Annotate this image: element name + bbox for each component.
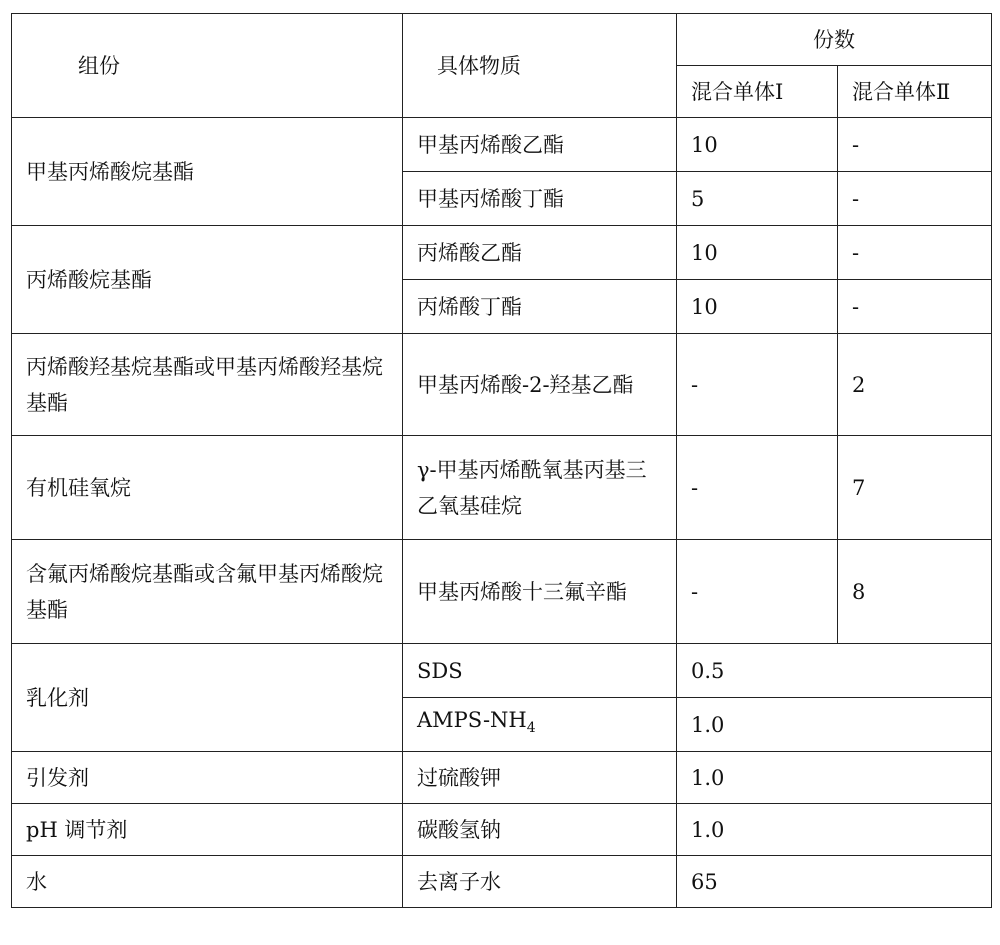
mix1-cell: 10 — [677, 226, 838, 280]
substance-cell: SDS — [403, 644, 677, 698]
header-parts: 份数 — [677, 14, 992, 66]
mix2-cell: - — [838, 172, 992, 226]
mix2-cell: 7 — [838, 436, 992, 540]
mix1-cell: - — [677, 540, 838, 644]
header-mix2: 混合单体Ⅱ — [838, 66, 992, 118]
value-cell: 1.0 — [677, 804, 992, 856]
mix2-cell: 8 — [838, 540, 992, 644]
substance-cell: 甲基丙烯酸-2-羟基乙酯 — [403, 334, 677, 436]
group-cell: 丙烯酸羟基烷基酯或甲基丙烯酸羟基烷基酯 — [12, 334, 403, 436]
value-cell: 1.0 — [677, 698, 992, 752]
substance-cell: 丙烯酸乙酯 — [403, 226, 677, 280]
mix1-cell: - — [677, 334, 838, 436]
group-cell: 甲基丙烯酸烷基酯 — [12, 118, 403, 226]
mix1-cell: 10 — [677, 118, 838, 172]
formulation-table — [11, 13, 992, 908]
mix2-cell: - — [838, 226, 992, 280]
value-cell: 1.0 — [677, 752, 992, 804]
substance-cell: 碳酸氢钠 — [403, 804, 677, 856]
header-mix1: 混合单体Ⅰ — [677, 66, 838, 118]
mix1-cell: 10 — [677, 280, 838, 334]
substance-cell: 甲基丙烯酸乙酯 — [403, 118, 677, 172]
mix2-cell: - — [838, 118, 992, 172]
value-cell: 0.5 — [677, 644, 992, 698]
mix1-cell: 5 — [677, 172, 838, 226]
substance-cell: γ-甲基丙烯酰氧基丙基三乙氧基硅烷 — [403, 436, 677, 540]
substance-cell: AMPS-$NH_4$ — [403, 698, 677, 752]
group-cell: 含氟丙烯酸烷基酯或含氟甲基丙烯酸烷基酯 — [12, 540, 403, 644]
group-cell: 水 — [12, 856, 403, 908]
header-substance: 具体物质 — [403, 14, 677, 118]
group-cell: 有机硅氧烷 — [12, 436, 403, 540]
substance-cell: 甲基丙烯酸丁酯 — [403, 172, 677, 226]
value-cell: 65 — [677, 856, 992, 908]
group-cell: 引发剂 — [12, 752, 403, 804]
group-cell: 乳化剂 — [12, 644, 403, 752]
substance-cell: 甲基丙烯酸十三氟辛酯 — [403, 540, 677, 644]
substance-cell: 丙烯酸丁酯 — [403, 280, 677, 334]
header-component: 组份 — [12, 14, 403, 118]
mix2-cell: 2 — [838, 334, 992, 436]
group-cell: 丙烯酸烷基酯 — [12, 226, 403, 334]
mix2-cell: - — [838, 280, 992, 334]
substance-cell: 过硫酸钾 — [403, 752, 677, 804]
group-cell: pH 调节剂 — [12, 804, 403, 856]
mix1-cell: - — [677, 436, 838, 540]
substance-cell: 去离子水 — [403, 856, 677, 908]
